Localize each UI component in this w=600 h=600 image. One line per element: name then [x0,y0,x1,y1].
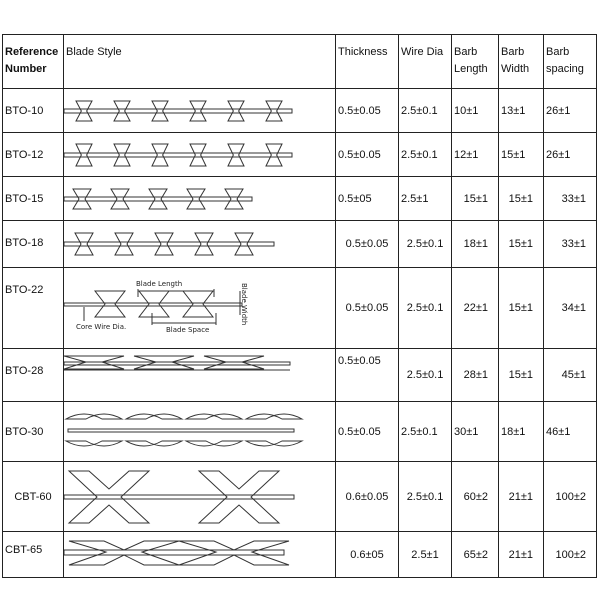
barb-shape [95,291,125,317]
barb-shape [195,233,213,255]
table-row [3,462,597,532]
barb-shape [75,233,93,255]
header-wire-dia: Wire Dia [399,35,452,89]
thickness-cell: 0.5±0.05 [336,221,399,268]
blade-style-cell [64,133,336,177]
barb-spacing-cell: 34±1 [544,268,597,349]
blade-style-cell [64,89,336,133]
header-barb-spacing: Barb spacing [544,35,597,89]
barb-shape [225,189,243,209]
header-barb-length: Barb Length [452,35,499,89]
barb-spacing-cell: 100±2 [544,462,597,532]
barb-shape [76,101,92,121]
blade-style-cell [64,402,336,462]
barb-length-cell: 22±1 [452,268,499,349]
barb-shape [190,144,206,166]
thickness-cell: 0.5±0.05 [336,349,399,402]
barb-shape [152,144,168,166]
barb-shape [114,144,130,166]
thickness-cell: 0.5±0.05 [336,133,399,177]
barb-length-cell: 30±1 [452,402,499,462]
barb-shape [69,471,149,523]
barb-width-cell: 13±1 [499,89,544,133]
barb-shape [115,233,133,255]
reference-cell: BTO-22 [3,268,64,349]
header-blade-style: Blade Style [64,35,336,89]
barb-shape [246,441,302,446]
reference-cell: BTO-10 [3,89,64,133]
barb-shape [126,441,182,446]
blade-style-cell [64,532,336,578]
barb-shape [111,189,129,209]
barb-shape [190,101,206,121]
reference-cell: CBT-60 [3,462,64,532]
barb-shape [152,101,168,121]
table-row [3,89,597,133]
barb-shape [266,144,282,166]
blade-style-cell [64,268,336,349]
blade-style-cell [64,462,336,532]
barb-spacing-cell: 45±1 [544,349,597,402]
diagram-label-blade-length: Blade Length [136,279,183,288]
barb-spacing-cell: 33±1 [544,221,597,268]
header-barb-width: Barb Width [499,35,544,89]
wire-dia-cell: 2.5±0.1 [399,89,452,133]
barb-width-cell: 15±1 [499,349,544,402]
blade-diagram-cbt65 [64,533,334,577]
barb-length-cell: 15±1 [452,177,499,221]
barb-width-cell: 15±1 [499,268,544,349]
header-thickness: Thickness [336,35,399,89]
thickness-cell: 0.5±05 [336,177,399,221]
barb-shape [235,233,253,255]
barb-shape [179,541,289,565]
barb-shape [73,189,91,209]
table-row [3,268,597,349]
wire-dia-cell: 2.5±1 [399,177,452,221]
reference-cell: BTO-30 [3,402,64,462]
table-row [3,402,597,462]
barb-spacing-cell: 100±2 [544,532,597,578]
diagram-label-blade-space: Blade Space [166,325,210,334]
barb-width-cell: 21±1 [499,462,544,532]
wire-dia-cell: 2.5±0.1 [399,268,452,349]
spec-table [2,34,597,578]
barb-length-cell: 18±1 [452,221,499,268]
barb-shape [186,414,242,419]
thickness-cell: 0.6±0.05 [336,462,399,532]
barb-shape [114,101,130,121]
blade-diagram-bto22 [64,269,334,348]
barb-width-cell: 15±1 [499,133,544,177]
barb-length-cell: 12±1 [452,133,499,177]
blade-diagram-bto30 [64,403,334,461]
blade-diagram-bto10 [64,90,334,132]
reference-cell: BTO-15 [3,177,64,221]
blade-style-cell [64,177,336,221]
barbs [76,101,282,121]
barb-length-cell: 60±2 [452,462,499,532]
barb-shape [183,291,213,317]
barb-shape [186,441,242,446]
table-row [3,221,597,268]
wire-dia-cell: 2.5±0.1 [399,221,452,268]
blade-style-cell [64,349,336,402]
barb-length-cell: 28±1 [452,349,499,402]
wire-dia-cell: 2.5±0.1 [399,402,452,462]
table-row [3,177,597,221]
reference-cell: BTO-18 [3,221,64,268]
reference-cell: BTO-12 [3,133,64,177]
header-reference: Reference Number [3,35,64,89]
thickness-cell: 0.5±0.05 [336,89,399,133]
barb-spacing-cell: 33±1 [544,177,597,221]
blade-diagram-bto18 [64,222,334,267]
thickness-cell: 0.5±0.05 [336,402,399,462]
barb-shape [228,101,244,121]
thickness-cell: 0.6±05 [336,532,399,578]
barb-shape [246,414,302,419]
blade-diagram-bto12 [64,134,334,176]
wire-dia-cell: 2.5±0.1 [399,462,452,532]
table-row [3,133,597,177]
blade-diagram-bto15 [64,178,334,220]
barb-shape [228,144,244,166]
table-row [3,349,597,402]
wire-dia-cell: 2.5±1 [399,532,452,578]
barb-shape [66,414,122,419]
blade-diagram-bto28 [64,350,334,401]
diagram-label-core-wire: Core Wire Dia. [76,322,127,331]
header-row [3,35,597,89]
barb-shape [187,189,205,209]
barb-width-cell: 18±1 [499,402,544,462]
barb-spacing-cell: 26±1 [544,89,597,133]
blade-diagram-cbt60 [64,463,334,531]
barb-length-cell: 10±1 [452,89,499,133]
reference-cell: CBT-65 [3,532,64,578]
reference-cell: BTO-28 [3,349,64,402]
table-row [3,532,597,578]
barb-shape [69,541,179,565]
barb-spacing-cell: 46±1 [544,402,597,462]
barb-shape [139,291,169,317]
diagram-label-blade-width: Blade Width [240,282,248,325]
barb-width-cell: 21±1 [499,532,544,578]
barb-spacing-cell: 26±1 [544,133,597,177]
barb-shape [155,233,173,255]
wire-dia-cell: 2.5±0.1 [399,133,452,177]
blade-style-cell [64,221,336,268]
barb-shape [266,101,282,121]
barb-length-cell: 65±2 [452,532,499,578]
barb-width-cell: 15±1 [499,177,544,221]
barb-shape [76,144,92,166]
barb-shape [126,414,182,419]
barb-shape [149,189,167,209]
thickness-cell: 0.5±0.05 [336,268,399,349]
barb-shape [199,471,279,523]
barb-shape [66,441,122,446]
wire-dia-cell: 2.5±0.1 [399,349,452,402]
barb-width-cell: 15±1 [499,221,544,268]
